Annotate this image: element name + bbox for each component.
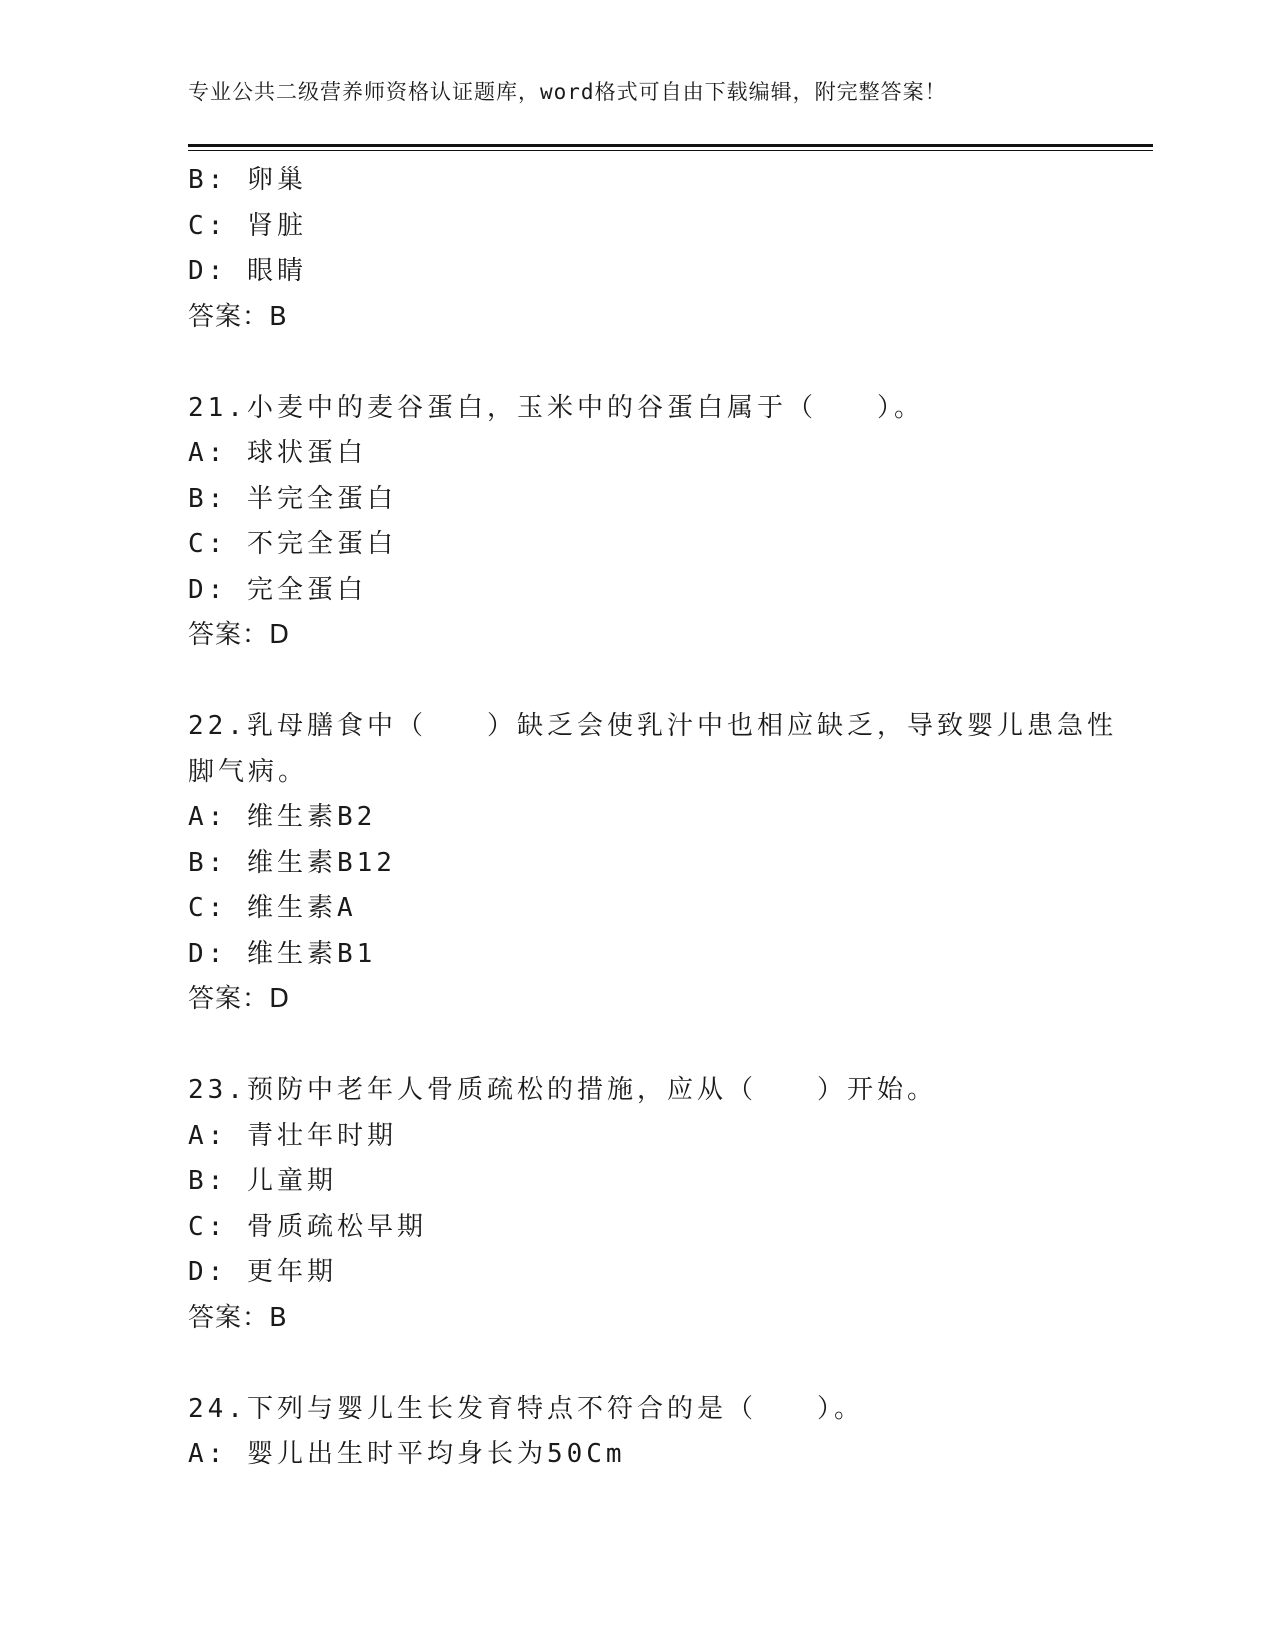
- answer: 答案：B: [188, 301, 288, 332]
- option-c: C: 肾脏: [188, 210, 307, 241]
- question-24: [188, 1387, 1088, 1478]
- option-b: B: 维生素B12: [188, 847, 396, 878]
- question-stem: 24.下列与婴儿生长发育特点不符合的是（ ）。: [188, 1393, 864, 1424]
- option-a: A: 球状蛋白: [188, 438, 367, 468]
- option-c: C: 不完全蛋白: [188, 529, 397, 559]
- option-c: C: 骨质疏松早期: [188, 1211, 427, 1242]
- question-stem-line-1: 22.乳母膳食中（ ）缺乏会使乳汁中也相应缺乏，导致婴儿患急性: [188, 711, 1117, 741]
- page-header: 专业公共二级营养师资格认证题库，word格式可自由下载编辑，附完整答案！: [188, 80, 947, 104]
- option-a: A: 维生素B2: [188, 802, 377, 832]
- header-rule-thin: [188, 150, 1153, 151]
- option-d: D: 眼睛: [188, 256, 307, 286]
- spacer: [188, 1341, 1088, 1387]
- option-b: B: 卵巢: [188, 165, 307, 195]
- option-b: B: 儿童期: [188, 1166, 337, 1196]
- option-b: B: 半完全蛋白: [188, 483, 397, 514]
- question-stem: 23.预防中老年人骨质疏松的措施，应从（ ）开始。: [188, 1075, 937, 1105]
- option-d: D: 完全蛋白: [188, 574, 367, 605]
- question-stem-line-2: 脚气病。: [188, 756, 309, 787]
- option-d: D: 更年期: [188, 1257, 337, 1287]
- answer: 答案：D: [188, 984, 291, 1014]
- option-a: A: 婴儿出生时平均身长为50Cm: [188, 1439, 626, 1469]
- answer: 答案：B: [188, 1302, 288, 1333]
- question-stem: 21.小麦中的麦谷蛋白，玉米中的谷蛋白属于（ ）。: [188, 392, 924, 423]
- option-d: D: 维生素B1: [188, 938, 377, 969]
- question-content: [188, 158, 1117, 1478]
- answer: 答案：D: [188, 620, 291, 650]
- option-c: C: 维生素A: [188, 893, 357, 923]
- spacer: [188, 659, 1088, 705]
- option-a: A: 青壮年时期: [188, 1120, 397, 1151]
- header-rule-thick: [188, 144, 1153, 147]
- spacer: [188, 340, 1088, 386]
- spacer: [188, 1023, 1088, 1069]
- question-20-tail: [188, 158, 1088, 340]
- question-22: [188, 704, 1117, 1023]
- question-23: [188, 1068, 1088, 1341]
- question-21: [188, 386, 1088, 659]
